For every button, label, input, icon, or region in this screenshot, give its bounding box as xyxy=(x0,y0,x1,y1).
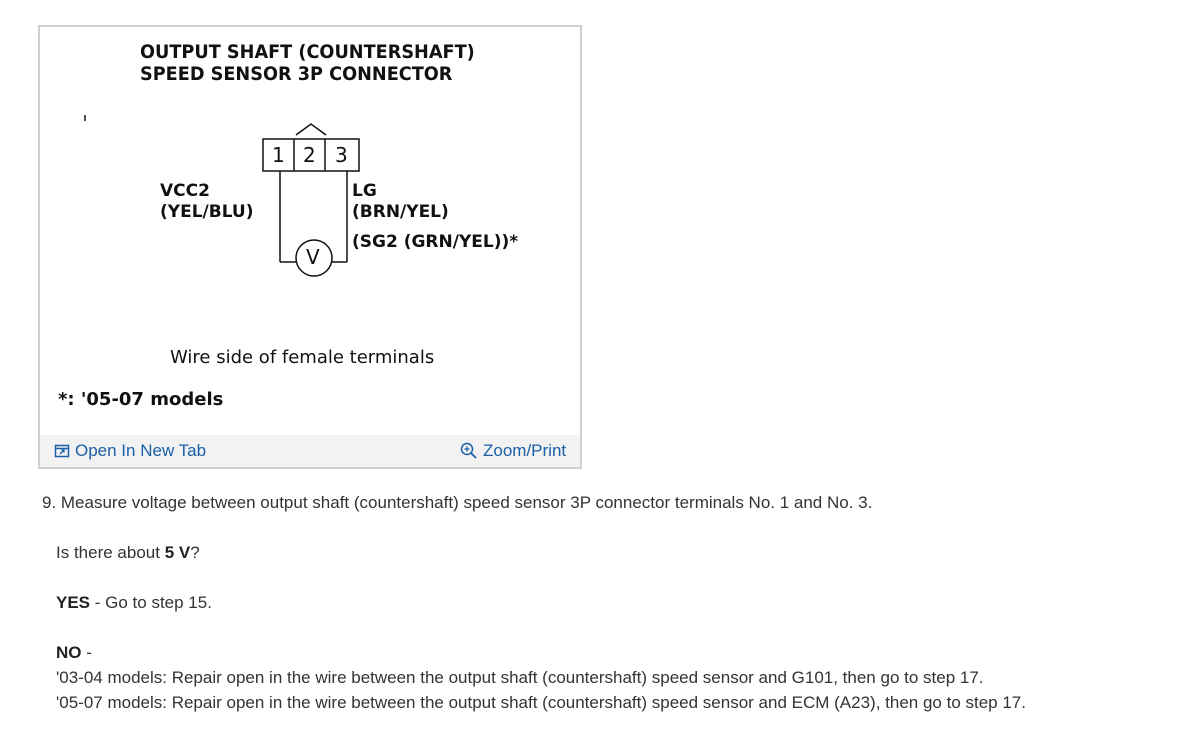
pin-3-label: 3 xyxy=(335,143,348,167)
voltmeter-label: V xyxy=(306,245,320,269)
zoom-print-label: Zoom/Print xyxy=(483,441,567,460)
figure-title-line1: OUTPUT SHAFT (COUNTERSHAFT) xyxy=(140,41,475,63)
connector-latch xyxy=(296,124,326,135)
right-wire-alt: (SG2 (GRN/YEL))* xyxy=(352,232,519,252)
question-suffix: ? xyxy=(190,543,200,562)
yes-text: - Go to step 15. xyxy=(90,593,212,612)
left-wire-color: (YEL/BLU) xyxy=(160,202,254,222)
open-in-new-tab-button[interactable] xyxy=(54,441,206,461)
no-label: NO xyxy=(56,643,82,662)
open-in-new-tab-icon xyxy=(54,443,70,459)
no-answer-line-2: '05-07 models: Repair open in the wire between the output shaft (countershaft) speed sensor and ECM (A23), then go to step 17. xyxy=(56,693,1026,712)
zoom-print-button[interactable] xyxy=(460,441,566,461)
no-text: - xyxy=(81,643,92,662)
pin-2-label: 2 xyxy=(303,143,316,167)
right-wire-color: (BRN/YEL) xyxy=(352,202,449,222)
question-prefix: Is there about xyxy=(56,543,165,562)
figure-caption: Wire side of female terminals xyxy=(170,347,435,368)
diagram-figure xyxy=(38,25,582,469)
yes-answer xyxy=(56,593,212,613)
right-wire-name: LG xyxy=(352,181,377,201)
no-answer-line-1: '03-04 models: Repair open in the wire between the output shaft (countershaft) speed sensor and G101, then go to step 17. xyxy=(56,668,984,687)
figure-toolbar xyxy=(40,435,580,467)
yes-label: YES xyxy=(56,593,91,612)
zoom-in-icon xyxy=(460,442,478,460)
open-in-new-tab-label: Open In New Tab xyxy=(75,441,207,460)
step-instruction: 9. Measure voltage between output shaft (countershaft) speed sensor 3P connector terminals No. 1 and No. 3. xyxy=(42,493,873,512)
wiring-drawing xyxy=(40,27,580,432)
step-question xyxy=(56,543,200,563)
question-value: 5 V xyxy=(164,543,191,562)
connector-diagram xyxy=(40,27,580,432)
no-answer xyxy=(56,643,92,663)
figure-title-line2: SPEED SENSOR 3P CONNECTOR xyxy=(140,63,453,85)
left-wire-name: VCC2 xyxy=(160,181,210,201)
pin-1-label: 1 xyxy=(272,143,285,167)
figure-footnote: *: '05-07 models xyxy=(58,389,224,410)
